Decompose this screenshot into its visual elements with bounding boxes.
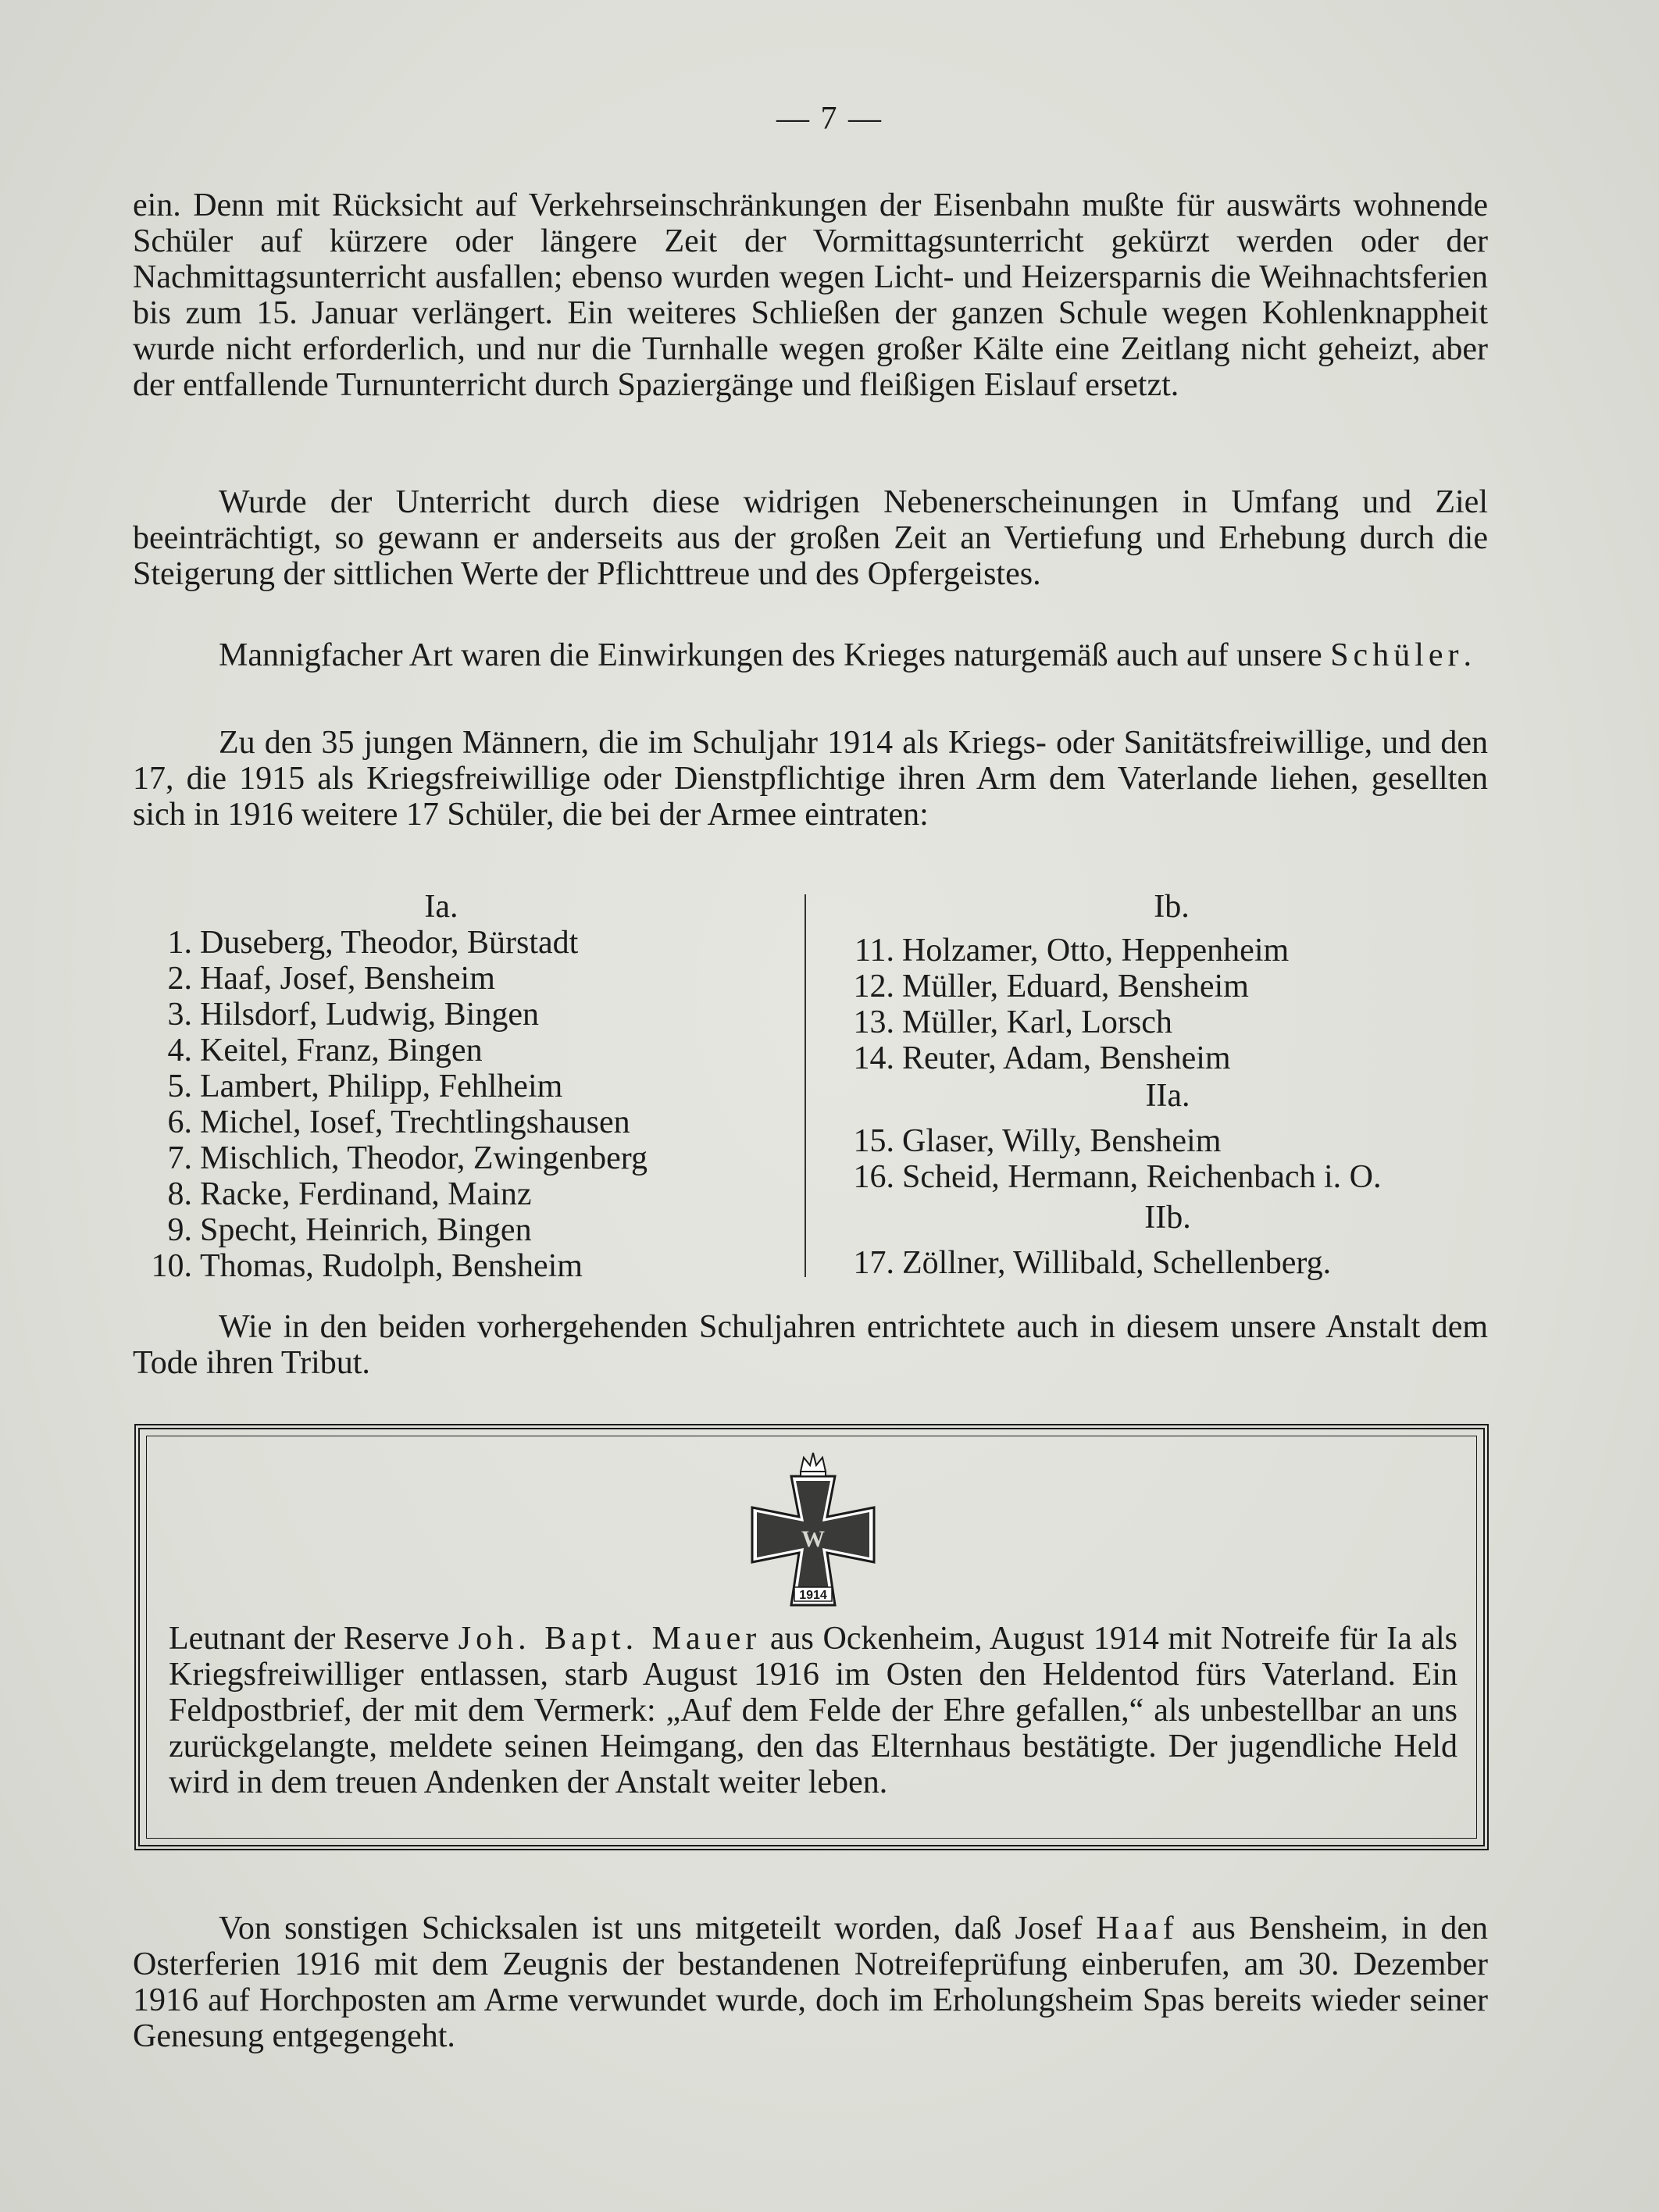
memorial-rank: Leutnant der Reserve <box>169 1621 450 1657</box>
list-heading-ia: Ia. <box>424 889 458 925</box>
list-item <box>840 1040 1289 1076</box>
cross-year: 1914 <box>799 1589 827 1602</box>
list-item-number: 5. <box>167 1069 192 1104</box>
list-item-text: Specht, Heinrich, Bingen <box>200 1212 532 1248</box>
list-item <box>133 1140 648 1176</box>
list-item-text: Zöllner, Willibald, Schellenberg. <box>902 1245 1332 1281</box>
list-item <box>133 1212 648 1248</box>
iron-cross-icon <box>743 1445 883 1617</box>
emphasis-schueler: Schüler <box>1330 637 1464 673</box>
memorial-body: aus Ockenheim, August 1914 mit Notreife für Ia als Kriegsfreiwilliger entlassen, starb August 1916 im Osten den Heldentod fürs Vaterland. Ein Feldpostbrief, der mit dem Vermerk: „Auf dem Felde der Ehre gefallen,“ als unbestellbar an uns zurückgelangte, meldete seinen Heimgang, den das Elternhaus bestätigte. Der jugendliche Held wird in dem treuen Andenken der Anstalt weiter leben. <box>169 1621 1458 1800</box>
list-heading-iib: IIb. <box>1144 1200 1191 1236</box>
student-list-ia <box>133 925 648 1284</box>
list-item-number: 3. <box>167 997 192 1033</box>
student-list-iia <box>840 1123 1381 1195</box>
paragraph-war-effects-text: Mannigfacher Art waren die Einwirkungen des Krieges naturgemäß auch auf unsere <box>219 637 1322 673</box>
list-item-number: 11. <box>854 933 894 969</box>
list-item <box>840 1123 1381 1159</box>
list-item <box>133 1069 648 1104</box>
crown-icon <box>801 1453 826 1476</box>
list-item-text: Mischlich, Theodor, Zwingenberg <box>200 1140 648 1176</box>
list-item-number: 17. <box>853 1245 894 1281</box>
list-item-number: 1. <box>167 925 192 961</box>
paragraph-war-effects <box>133 637 1488 673</box>
list-item-number: 12. <box>853 969 894 1004</box>
paragraph-death-tribute: Wie in den beiden vorhergehenden Schuljahren entrichtete auch in diesem unsere Anstalt dem Tode ihren Tribut. <box>133 1309 1488 1381</box>
list-item-number: 8. <box>167 1176 192 1212</box>
list-item <box>840 969 1289 1004</box>
paragraph-instruction-deepening: Wurde der Unterricht durch diese widrigen Nebenerscheinungen in Umfang und Ziel beeinträchtigt, so gewann er anderseits aus der großen Zeit an Vertiefung und Erhebung durch die Steigerung der sittlichen Werte der Pflichttreue und des Opfergeistes. <box>133 484 1488 592</box>
list-heading-ib: Ib. <box>1154 889 1190 925</box>
list-item-number: 6. <box>167 1104 192 1140</box>
list-item-text: Müller, Karl, Lorsch <box>902 1004 1172 1040</box>
list-item-number: 9. <box>167 1212 192 1248</box>
memorial-text-intro <box>169 1621 449 1657</box>
list-item <box>133 997 648 1033</box>
cross-letter: W <box>801 1526 825 1552</box>
list-item-text: Haaf, Josef, Bensheim <box>200 961 495 997</box>
list-item-text: Michel, Iosef, Trechtlingshausen <box>200 1104 630 1140</box>
list-item <box>133 961 648 997</box>
student-list-ib <box>840 933 1289 1076</box>
list-item <box>133 1248 648 1284</box>
list-item-text: Müller, Eduard, Bensheim <box>902 969 1249 1004</box>
list-item <box>840 1245 1331 1281</box>
list-item-text: Thomas, Rudolph, Bensheim <box>200 1248 583 1284</box>
column-divider <box>805 894 806 1277</box>
list-item-text: Keitel, Franz, Bingen <box>200 1033 483 1069</box>
list-heading-iia: IIa. <box>1145 1078 1190 1114</box>
list-item-text: Duseberg, Theodor, Bürstadt <box>200 925 579 961</box>
list-item-number: 13. <box>853 1004 894 1040</box>
memorial-name: Joh. Bapt. Mauer <box>458 1621 762 1657</box>
emphasis-haaf: Haaf <box>1096 1911 1179 1946</box>
list-item-text: Hilsdorf, Ludwig, Bingen <box>200 997 539 1033</box>
list-item-number: 15. <box>853 1123 894 1159</box>
list-item-number: 7. <box>167 1140 192 1176</box>
list-item-text: Lambert, Philipp, Fehlheim <box>200 1069 563 1104</box>
list-item <box>133 1033 648 1069</box>
student-list-iib <box>840 1245 1331 1281</box>
list-item <box>840 1159 1381 1195</box>
list-item <box>840 933 1289 969</box>
memorial-text <box>169 1621 1457 1800</box>
paragraph-other-fates-end: aus Bensheim, in den Osterferien 1916 mit dem Zeugnis der bestandenen Notreifeprüfung einberufen, am 30. Dezember 1916 auf Horchposten am Arme verwundet wurde, doch im Erholungsheim Spas bereits wieder seiner Genesung entgegengeht. <box>133 1911 1489 2054</box>
list-item-number: 14. <box>853 1040 894 1076</box>
list-item-number: 10. <box>151 1248 192 1284</box>
list-item-text: Racke, Ferdinand, Mainz <box>200 1176 532 1212</box>
page-number: — 7 — <box>776 101 883 137</box>
list-item-number: 2. <box>167 961 192 997</box>
paragraph-war-effects-end: . <box>1463 637 1472 673</box>
list-item <box>133 1176 648 1212</box>
list-item <box>840 1004 1289 1040</box>
list-item-text: Glaser, Willy, Bensheim <box>902 1123 1222 1159</box>
paragraph-other-fates <box>133 1911 1488 2054</box>
list-item-text: Holzamer, Otto, Heppenheim <box>902 933 1290 969</box>
list-item-text: Reuter, Adam, Bensheim <box>902 1040 1231 1076</box>
memorial-box <box>134 1424 1489 1850</box>
paragraph-travel-restrictions: ein. Denn mit Rücksicht auf Verkehrseinschränkungen der Eisenbahn mußte für auswärts wohnende Schüler auf kürzere oder längere Zeit der Vormittagsunterricht gekürzt werden oder der Nachmittagsunterricht ausfallen; ebenso wurden wegen Licht- und Heizersparnis die Weihnachtsferien bis zum 15. Januar verlängert. Ein weiteres Schließen der ganzen Schule wegen Kohlenknappheit wurde nicht erforderlich, und nur die Turnhalle wegen großer Kälte eine Zeitlang nicht geheizt, aber der entfallende Turnunterricht durch Spaziergänge und fleißigen Eislauf ersetzt. <box>133 187 1488 403</box>
paragraph-volunteers: Zu den 35 jungen Männern, die im Schuljahr 1914 als Kriegs- oder Sanitätsfreiwillige, und den 17, die 1915 als Kriegsfreiwillige oder Dienstpflichtige ihren Arm dem Vaterlande liehen, gesellten sich in 1916 weitere 17 Schüler, die bei der Armee eintraten: <box>133 725 1488 833</box>
list-item-text: Scheid, Hermann, Reichenbach i. O. <box>902 1159 1382 1195</box>
list-item-number: 16. <box>853 1159 894 1195</box>
list-item <box>133 1104 648 1140</box>
list-item-number: 4. <box>167 1033 192 1069</box>
paragraph-other-fates-text: Von sonstigen Schicksalen ist uns mitgeteilt worden, daß Josef <box>219 1911 1083 1946</box>
list-item <box>133 925 648 961</box>
